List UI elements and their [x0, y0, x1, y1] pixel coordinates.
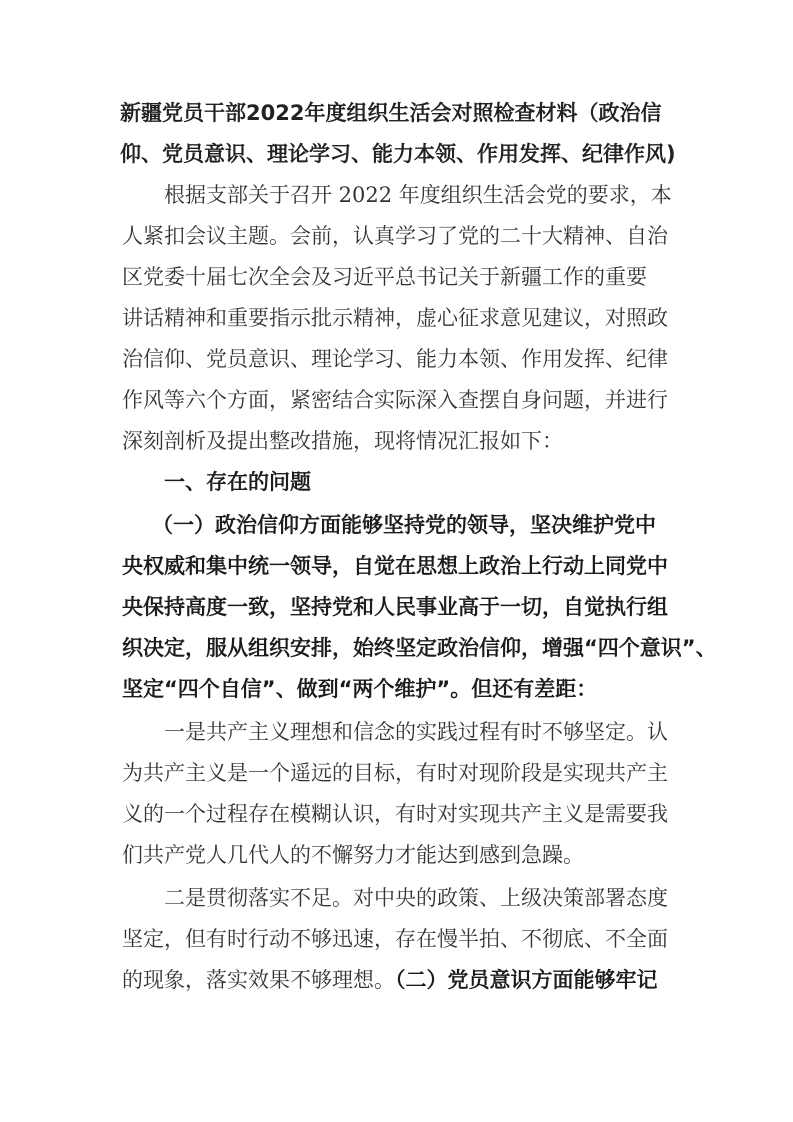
- intro-line-6: 作风等六个方面，紧密结合实际深入查摆自身问题，并进行: [122, 388, 668, 412]
- subsection-line-2: 央权威和集中统一领导，自觉在思想上政治上行动上同党中: [122, 554, 668, 578]
- intro-line-2: 人紧扣会议主题。会前，认真学习了党的二十大精神、自治: [122, 224, 668, 248]
- subsection-line-4: 织决定，服从组织安排，始终坚定政治信仰，增强“四个意识”、: [122, 636, 717, 660]
- subsection-line-5: 坚定“四个自信”、做到“两个维护”。但还有差距：: [122, 677, 598, 701]
- point1-line-1: 一是共产主义理想和信念的实践过程有时不够坚定。认: [164, 720, 668, 744]
- intro-line-3: 区党委十届七次全会及习近平总书记关于新疆工作的重要: [122, 265, 647, 289]
- point1-line-4: 们共产党人几代人的不懈努力才能达到感到急躁。: [122, 843, 584, 867]
- point1-line-3: 义的一个过程存在模糊认识，有时对实现共产主义是需要我: [122, 802, 668, 826]
- point2-line-2: 坚定，但有时行动不够迅速，存在慢半拍、不彻底、不全面: [122, 927, 668, 951]
- intro-line-4: 讲话精神和重要指示批示精神，虚心征求意见建议，对照政: [122, 306, 668, 330]
- point1-line-2: 为共产主义是一个遥远的目标，有时对现阶段是实现共产主: [122, 761, 668, 785]
- section-heading: 一、存在的问题: [164, 470, 311, 494]
- subsection-line-3: 央保持高度一致，坚持党和人民事业高于一切，自觉执行组: [122, 595, 668, 619]
- point2-line-3: [122, 960, 658, 1000]
- intro-line-1: 根据支部关于召开 2022 年度组织生活会党的要求，本: [164, 183, 672, 207]
- intro-line-5: 治信仰、党员意识、理论学习、能力本领、作用发挥、纪律: [122, 347, 668, 371]
- subsection-2-heading-start: （二）党员意识方面能够牢记: [395, 968, 658, 992]
- subsection-line-1: （一）政治信仰方面能够坚持党的领导，坚决维护党中: [152, 513, 656, 537]
- point2-line-3-normal: 的现象，落实效果不够理想。: [122, 968, 395, 992]
- intro-line-7: 深刻剖析及提出整改措施，现将情况汇报如下：: [122, 429, 563, 453]
- document-title-line-2: 仰、党员意识、理论学习、能力本领、作用发挥、纪律作风): [120, 142, 676, 166]
- document-title-line-1: 新疆党员干部2022年度组织生活会对照检查材料（政治信: [120, 101, 662, 125]
- point2-line-1: 二是贯彻落实不足。对中央的政策、上级决策部署态度: [164, 886, 668, 910]
